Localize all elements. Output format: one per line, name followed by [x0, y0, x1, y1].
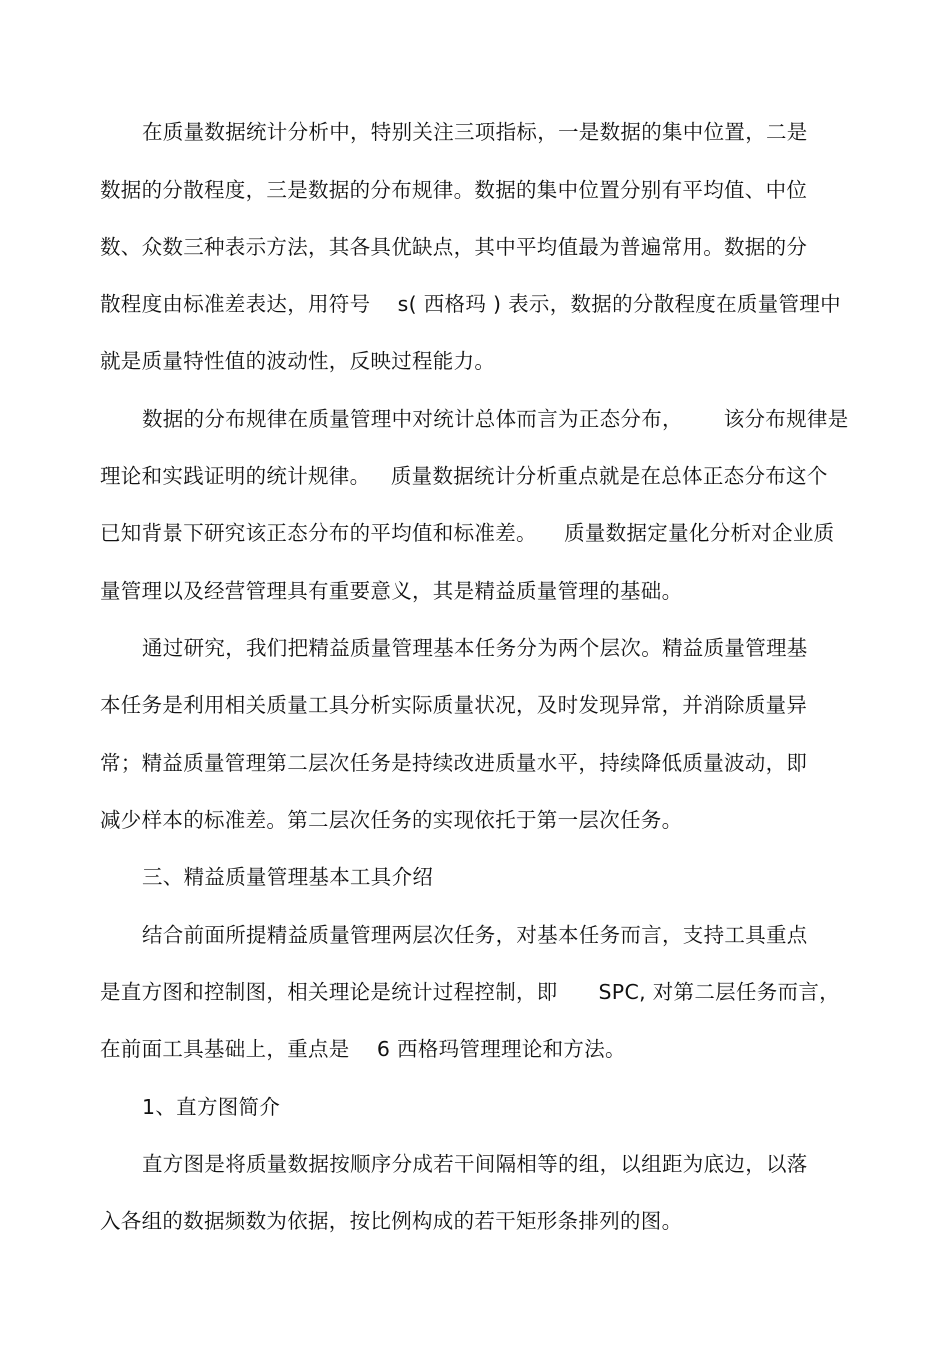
text-line: 通过研究，我们把精益质量管理基本任务分为两个层次。精益质量管理基: [142, 636, 808, 660]
text-line: 量管理以及经营管理具有重要意义，其是精益质量管理的基础。: [100, 579, 683, 603]
text-line: 数、众数三种表示方法，其各具优缺点，其中平均值最为普遍常用。数据的分: [100, 235, 808, 259]
text-line: 常；精益质量管理第二层次任务是持续改进质量水平，持续降低质量波动，即: [100, 751, 808, 775]
text-line: 已知背景下研究该正态分布的平均值和标准差。 质量数据定量化分析对企业质: [100, 521, 835, 545]
text-line: 结合前面所提精益质量管理两层次任务，对基本任务而言，支持工具重点: [142, 923, 808, 947]
text-line: 数据的分布规律在质量管理中对统计总体而言为正态分布， 该分布规律是: [142, 407, 849, 431]
text-line: 在质量数据统计分析中，特别关注三项指标，一是数据的集中位置，二是: [142, 120, 808, 144]
text-line: 入各组的数据频数为依据，按比例构成的若干矩形条排列的图。: [100, 1209, 683, 1233]
text-line: 在前面工具基础上，重点是 6 西格玛管理理论和方法。: [100, 1037, 626, 1061]
text-line: 是直方图和控制图，相关理论是统计过程控制，即 SPC, 对第二层任务而言，: [100, 980, 840, 1004]
subsection-heading: 1、直方图简介: [142, 1095, 281, 1119]
section-heading: 三、精益质量管理基本工具介绍: [142, 865, 434, 889]
text-line: 理论和实践证明的统计规律。 质量数据统计分析重点就是在总体正态分布这个: [100, 464, 828, 488]
text-line: 就是质量特性值的波动性，反映过程能力。: [100, 349, 496, 373]
text-line: 散程度由标准差表达，用符号 s( 西格玛 ) 表示，数据的分散程度在质量管理中: [100, 292, 841, 316]
text-line: 减少样本的标准差。第二层次任务的实现依托于第一层次任务。: [100, 808, 683, 832]
text-line: 数据的分散程度，三是数据的分布规律。数据的集中位置分别有平均值、中位: [100, 178, 808, 202]
text-line: 直方图是将质量数据按顺序分成若干间隔相等的组，以组距为底边，以落: [142, 1152, 808, 1176]
text-line: 本任务是利用相关质量工具分析实际质量状况，及时发现异常，并消除质量异: [100, 693, 808, 717]
